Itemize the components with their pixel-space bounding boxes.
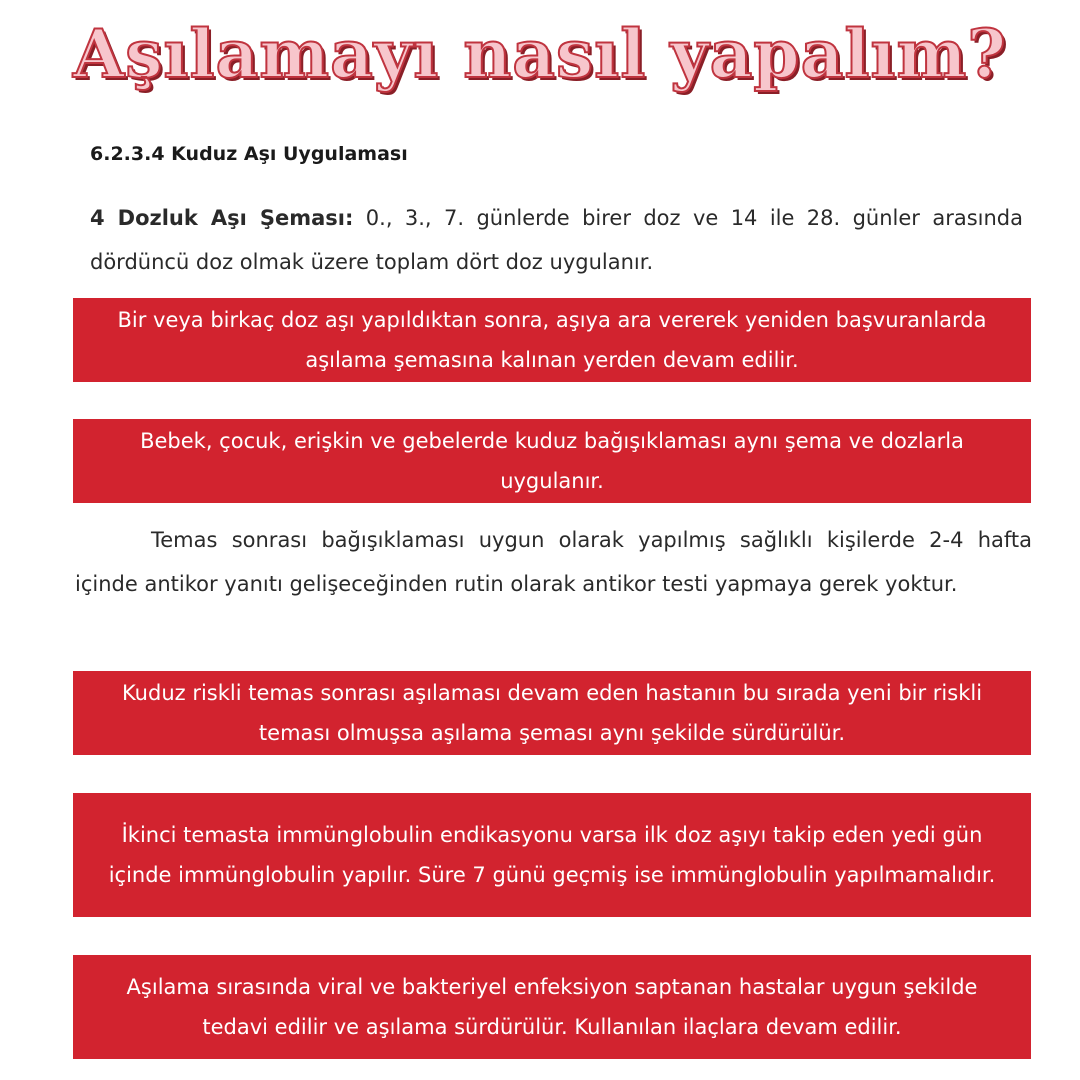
- schema-label: 4 Dozluk Aşı Şeması:: [90, 206, 354, 230]
- info-box-text: Kuduz riskli temas sonrası aşılaması devam eden hastanın bu sırada yeni bir riskli teması olmuşsa aşılama şeması aynı şekilde sürdürülür.: [121, 681, 983, 745]
- info-box-text: İkinci temasta immünglobulin endikasyonu varsa ilk doz aşıyı takip eden yedi gün içinde immünglobulin yapılır. Süre 7 günü geçmiş ise immünglobulin yapılmamalıdır.: [108, 823, 996, 887]
- info-box-text: Aşılama sırasında viral ve bakteriyel enfeksiyon saptanan hastalar uygun şekilde tedavi edilir ve aşılama sürdürülür. Kullanılan ilaçlara devam edilir.: [126, 975, 978, 1039]
- info-box-text: Bir veya birkaç doz aşı yapıldıktan sonra, aşıya ara vererek yeniden başvuranlarda aşılama şemasına kalınan yerden devam edilir.: [117, 308, 987, 372]
- info-box-text: Bebek, çocuk, erişkin ve gebelerde kuduz bağışıklaması aynı şema ve dozlarla uygulanır.: [140, 429, 964, 493]
- info-box-resume-schedule: [73, 298, 1031, 382]
- antibody-paragraph: Temas sonrası bağışıklaması uygun olarak yapılmış sağlıklı kişilerde 2-4 hafta içinde antikor yanıtı gelişeceğinden rutin olarak antikor testi yapmaya gerek yoktur.: [75, 528, 1032, 596]
- info-box-new-contact: [73, 671, 1031, 755]
- schema-text: 0., 3., 7. günlerde birer doz ve 14 ile 28. günler arasında dördüncü doz olmak üzere toplam dört doz uygulanır.: [90, 206, 1023, 274]
- section-heading: 6.2.3.4 Kuduz Aşı Uygulaması: [90, 143, 408, 165]
- schema-paragraph: [90, 196, 1023, 284]
- info-box-immunoglobulin: [73, 793, 1031, 917]
- info-box-infection: [73, 955, 1031, 1059]
- info-box-same-schema: [73, 419, 1031, 503]
- page-title: Aşılamayı nasıl yapalım?: [73, 15, 1007, 93]
